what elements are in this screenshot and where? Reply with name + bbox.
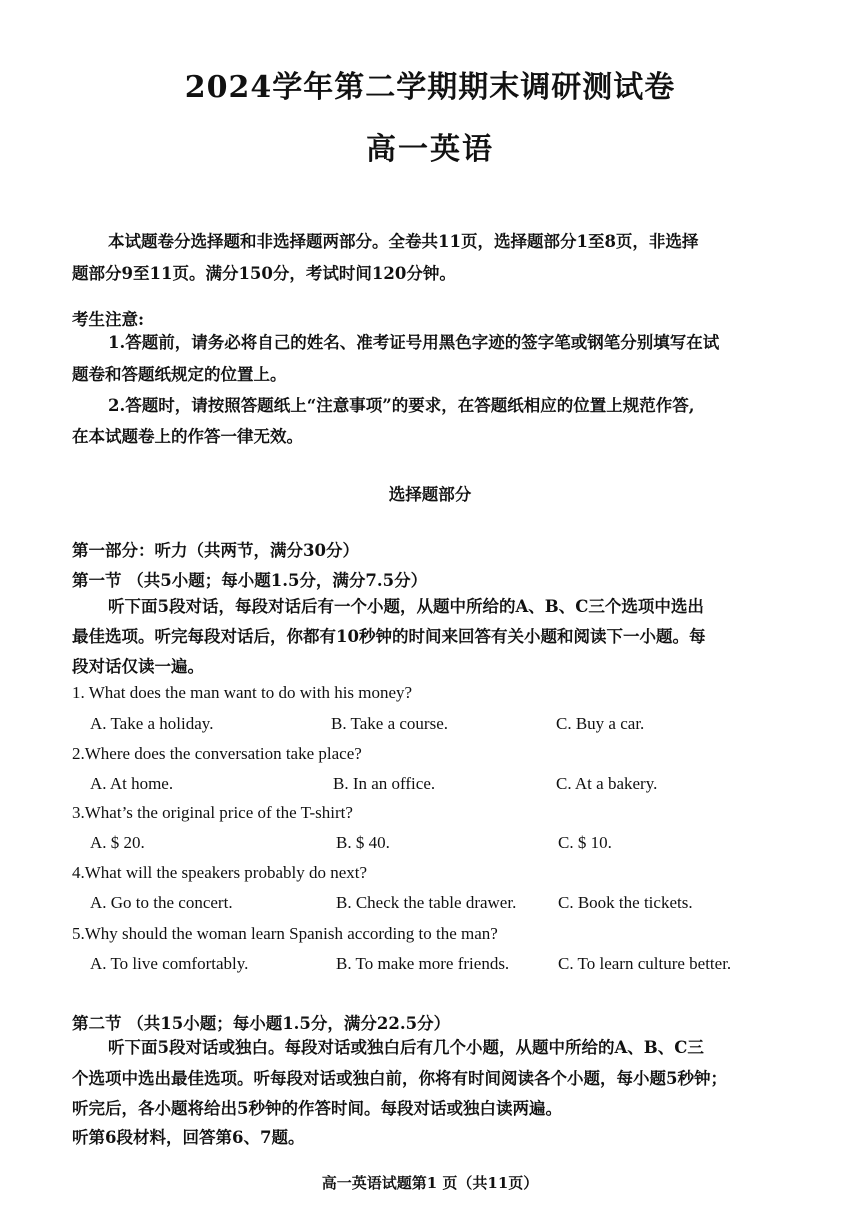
question-1: 1. What does the man want to do with his money? bbox=[72, 683, 413, 702]
question-4-option-c: C. Book the tickets. bbox=[558, 893, 693, 912]
section1-instruction-line-2: 最佳选项。听完每段对话后，你都有10秒钟的时间来回答有关小题和阅读下一小题。每 bbox=[72, 627, 706, 646]
question-5: 5.Why should the woman learn Spanish according to the man? bbox=[72, 924, 498, 943]
question-2-option-b: B. In an office. bbox=[333, 774, 436, 793]
question-1-option-b: B. Take a course. bbox=[331, 714, 448, 733]
question-1-option-a: A. Take a holiday. bbox=[90, 714, 214, 733]
part1-section1-title: 第一节 （共5小题；每小题1.5分，满分7.5分） bbox=[72, 571, 428, 590]
question-1-option-c: C. Buy a car. bbox=[556, 714, 645, 733]
exam-subject: 高一英语 bbox=[366, 132, 494, 167]
question-3-option-b: B. $ 40. bbox=[336, 833, 390, 852]
question-4-option-b: B. Check the table drawer. bbox=[336, 893, 517, 912]
intro-line-2: 题部分9至11页。满分150分，考试时间120分钟。 bbox=[72, 264, 456, 283]
section2-instruction-line-4: 听第6段材料，回答第6、7题。 bbox=[72, 1128, 305, 1147]
question-3: 3.What’s the original price of the T-shirt? bbox=[72, 803, 353, 822]
page-footer: 高一英语试题第1 页（共11页） bbox=[321, 1174, 539, 1192]
question-4-option-a: A. Go to the concert. bbox=[90, 893, 233, 912]
notice-item-1-line-2: 题卷和答题纸规定的位置上。 bbox=[72, 365, 287, 384]
section1-instruction-line-1: 听下面5段对话，每段对话后有一个小题，从题中所给的A、B、C三个选项中选出 bbox=[108, 597, 704, 616]
section1-instruction-line-3: 段对话仅读一遍。 bbox=[72, 657, 204, 676]
exam-title: 2024学年第二学期期末调研测试卷 bbox=[184, 70, 676, 105]
question-5-option-a: A. To live comfortably. bbox=[90, 954, 249, 973]
section2-instruction-line-1: 听下面5段对话或独白。每段对话或独白后有几个小题，从题中所给的A、B、C三 bbox=[108, 1038, 704, 1057]
question-3-option-c: C. $ 10. bbox=[558, 833, 612, 852]
question-5-option-c: C. To learn culture better. bbox=[558, 954, 732, 973]
question-5-option-b: B. To make more friends. bbox=[336, 954, 510, 973]
question-4: 4.What will the speakers probably do next? bbox=[72, 863, 368, 882]
notice-item-1-line-1: 1.答题前，请务必将自己的姓名、准考证号用黑色字迹的签字笔或钢笔分别填写在试 bbox=[108, 333, 720, 352]
notice-item-2-line-2: 在本试题卷上的作答一律无效。 bbox=[72, 427, 303, 446]
question-3-option-a: A. $ 20. bbox=[90, 833, 145, 852]
notice-item-2-line-1: 2.答题时，请按照答题纸上“注意事项”的要求，在答题纸相应的位置上规范作答, bbox=[108, 396, 695, 415]
intro-line-1: 本试题卷分选择题和非选择题两部分。全卷共11页，选择题部分1至8页，非选择 bbox=[108, 232, 699, 251]
section2-instruction-line-3: 听完后，各小题将给出5秒钟的作答时间。每段对话或独白读两遍。 bbox=[72, 1099, 562, 1118]
question-2: 2.Where does the conversation take place? bbox=[72, 744, 362, 763]
question-2-option-c: C. At a bakery. bbox=[556, 774, 658, 793]
part1-title: 第一部分：听力（共两节，满分30分） bbox=[72, 541, 359, 560]
notice-label: 考生注意: bbox=[72, 310, 145, 329]
section2-instruction-line-2: 个选项中选出最佳选项。听每段对话或独白前，你将有时间阅读各个小题，每小题5秒钟； bbox=[72, 1069, 727, 1088]
section-title: 选择题部分 bbox=[388, 485, 472, 504]
question-2-option-a: A. At home. bbox=[90, 774, 174, 793]
part1-section2-title: 第二节 （共15小题；每小题1.5分，满分22.5分） bbox=[72, 1014, 451, 1033]
